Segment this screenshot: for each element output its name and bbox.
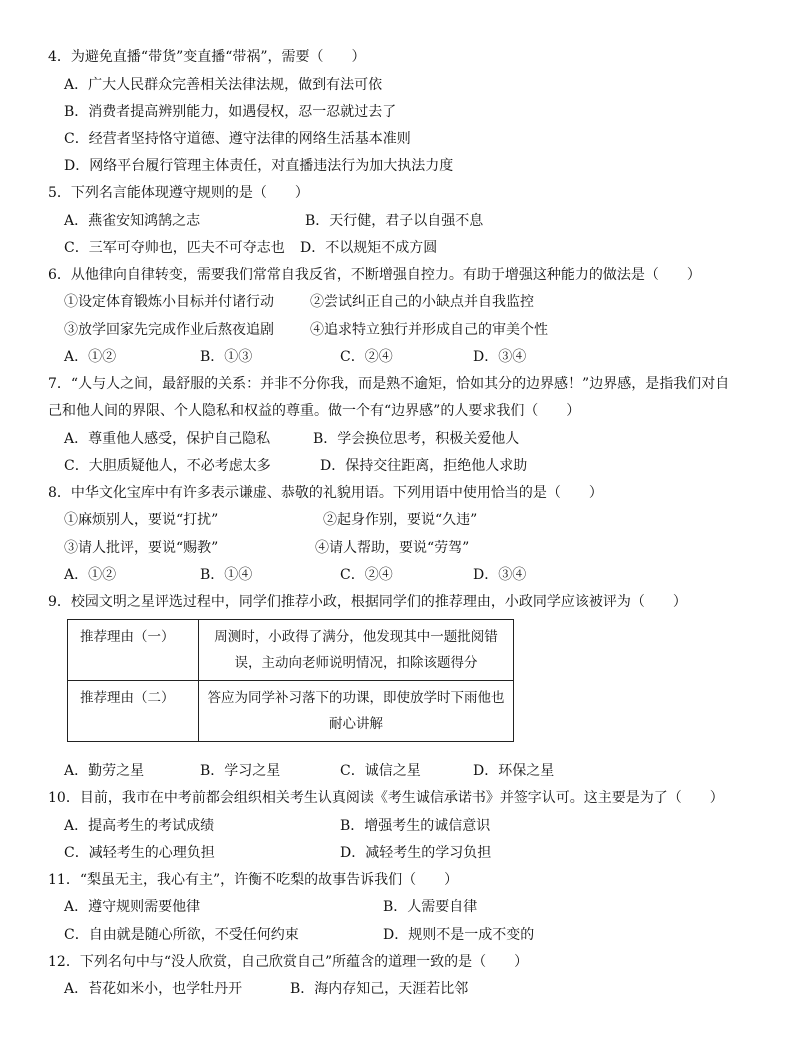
question-10-option-a[interactable]: A．提高考生的考试成绩 — [64, 818, 215, 834]
question-10-stem: 10．目前，我市在中考前都会组织相关考生认真阅读《考生诚信承诺书》并签字认可。这主要是为了（ ） — [48, 790, 724, 806]
question-11-option-a[interactable]: A．遵守规则需要他律 — [64, 899, 201, 915]
question-6-option-d[interactable]: D．③④ — [473, 349, 527, 365]
reason-text-line: 周测时，小政得了满分，他发现其中一题批阅错 — [214, 629, 498, 645]
question-8-option-b[interactable]: B．①④ — [200, 567, 253, 583]
question-7-option-d[interactable]: D．保持交往距离，拒绝他人求助 — [320, 458, 528, 474]
question-9-option-d[interactable]: D．环保之星 — [473, 763, 555, 779]
question-11-option-c[interactable]: C．自由就是随心所欲，不受任何约束 — [64, 927, 299, 943]
question-11-stem: 11．“梨虽无主，我心有主”，许衡不吃梨的故事告诉我们（ ） — [48, 872, 459, 888]
reason-text-line: 答应为同学补习落下的功课，即使放学时下雨他也 — [207, 690, 505, 706]
question-8-option-c[interactable]: C．②④ — [340, 567, 393, 583]
question-7-stem-line-1: 7．“人与人之间，最舒服的关系：并非不分你我，而是熟不逾矩，恰如其分的边界感！”边界感，是指我们对自 — [48, 376, 730, 392]
question-8-statement-3: ③请人批评，要说“赐教” — [64, 540, 219, 556]
question-6-statement-2: ②尝试纠正自己的小缺点并自我监控 — [310, 294, 534, 310]
question-8-stem: 8．中华文化宝库中有许多表示谦虚、恭敬的礼貌用语。下列用语中使用恰当的是（ ） — [48, 485, 603, 501]
question-8-option-a[interactable]: A．①② — [64, 567, 117, 583]
question-6-stem: 6．从他律向自律转变，需要我们常常自我反省，不断增强自控力。有助于增强这种能力的做法是（ ） — [48, 267, 701, 283]
question-5-option-b[interactable]: B．天行健，君子以自强不息 — [305, 213, 484, 229]
question-9-option-c[interactable]: C．诚信之星 — [340, 763, 421, 779]
reason-text-line: 耐心讲解 — [329, 716, 383, 732]
reason-text — [199, 620, 514, 681]
question-9-option-a[interactable]: A．勤劳之星 — [64, 763, 145, 779]
question-11-option-d[interactable]: D．规则不是一成不变的 — [383, 927, 535, 943]
question-8-option-d[interactable]: D．③④ — [473, 567, 527, 583]
question-4-option-c[interactable]: C．经营者坚持恪守道德、遵守法律的网络生活基本准则 — [64, 131, 411, 147]
question-6-statement-1: ①设定体育锻炼小目标并付诸行动 — [64, 294, 274, 310]
question-6-option-b[interactable]: B．①③ — [200, 349, 253, 365]
question-8-statement-1: ①麻烦别人，要说“打扰” — [64, 512, 219, 528]
reason-text — [199, 681, 514, 742]
question-12-option-a[interactable]: A．苔花如米小，也学牡丹开 — [64, 981, 243, 997]
reason-text-line: 误，主动向老师说明情况，扣除该题得分 — [234, 655, 478, 671]
question-12-option-b[interactable]: B．海内存知己，天涯若比邻 — [290, 981, 469, 997]
question-9-option-b[interactable]: B．学习之星 — [200, 763, 281, 779]
question-10-option-d[interactable]: D．减轻考生的学习负担 — [340, 845, 492, 861]
question-7-option-c[interactable]: C．大胆质疑他人，不必考虑太多 — [64, 458, 271, 474]
table-row — [68, 620, 514, 681]
question-4-option-d[interactable]: D．网络平台履行管理主体责任，对直播违法行为加大执法力度 — [64, 158, 454, 174]
question-7-stem-line-2: 己和他人间的界限、个人隐私和权益的尊重。做一个有“边界感”的人要求我们（ ） — [48, 403, 581, 419]
table-row — [68, 681, 514, 742]
question-10-option-b[interactable]: B．增强考生的诚信意识 — [340, 818, 491, 834]
question-5-option-d[interactable]: D．不以规矩不成方圆 — [300, 240, 438, 256]
question-4-option-a[interactable]: A．广大人民群众完善相关法律法规，做到有法可依 — [64, 77, 383, 93]
question-11-option-b[interactable]: B．人需要自律 — [383, 899, 478, 915]
question-5-option-a[interactable]: A．燕雀安知鸿鹄之志 — [64, 213, 201, 229]
question-9-stem: 9．校园文明之星评选过程中，同学们推荐小政，根据同学们的推荐理由，小政同学应该被评为（ ） — [48, 594, 687, 610]
question-10-option-c[interactable]: C．减轻考生的心理负担 — [64, 845, 215, 861]
question-4-stem: 4．为避免直播“带货”变直播“带祸”，需要（ ） — [48, 49, 366, 65]
question-6-statement-3: ③放学回家先完成作业后熬夜追剧 — [64, 322, 274, 338]
question-12-stem: 12．下列名句中与“没人欣赏，自己欣赏自己”所蕴含的道理一致的是（ ） — [48, 954, 529, 970]
question-6-statement-4: ④追求特立独行并形成自己的审美个性 — [310, 322, 548, 338]
reason-label: 推荐理由（二） — [68, 681, 199, 742]
question-5-option-c[interactable]: C．三军可夺帅也，匹夫不可夺志也 — [64, 240, 285, 256]
reason-label: 推荐理由（一） — [68, 620, 199, 681]
question-8-statement-2: ②起身作别，要说“久违” — [323, 512, 478, 528]
recommendation-table — [67, 619, 514, 742]
question-4-option-b[interactable]: B．消费者提高辨别能力，如遇侵权，忍一忍就过去了 — [64, 104, 397, 120]
question-6-option-a[interactable]: A．①② — [64, 349, 117, 365]
question-7-option-b[interactable]: B．学会换位思考，积极关爱他人 — [313, 431, 520, 447]
question-8-statement-4: ④请人帮助，要说“劳驾” — [315, 540, 470, 556]
question-5-stem: 5．下列名言能体现遵守规则的是（ ） — [48, 185, 309, 201]
question-7-option-a[interactable]: A．尊重他人感受，保护自己隐私 — [64, 431, 271, 447]
question-6-option-c[interactable]: C．②④ — [340, 349, 393, 365]
